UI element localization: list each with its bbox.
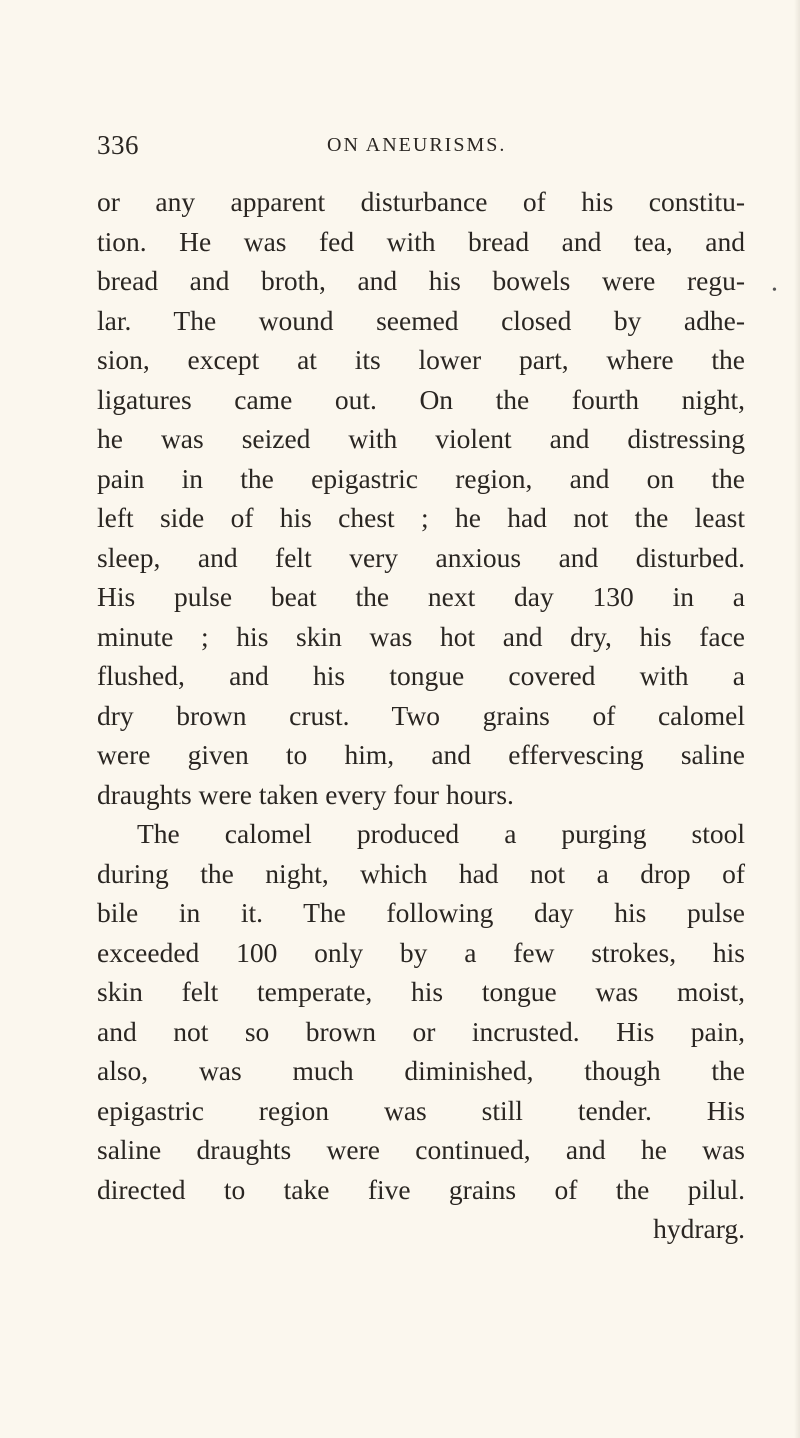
text-line: epigastric region was still tender. His: [97, 1094, 745, 1126]
text-line: during the night, which had not a drop of: [97, 857, 745, 889]
text-line: draughts were taken every four hours.: [97, 778, 514, 810]
text-line: His pulse beat the next day 130 in a: [97, 581, 745, 612]
text-line: exceeded 100 only by a few strokes, his: [97, 936, 745, 968]
catchword: hydrarg.: [653, 1213, 745, 1244]
text-line: and not so brown or incrusted. His pain,: [97, 1015, 745, 1047]
margin-mark: •: [772, 283, 777, 298]
text-line: sion, except at its lower part, where the: [97, 344, 745, 375]
text-line: he was seized with violent and distressing: [97, 423, 745, 454]
text-line-indented: The calomel produced a purging stool: [137, 818, 745, 849]
running-head: ON ANEURISMS.: [327, 134, 507, 156]
text-line: minute ; his skin was hot and dry, his face: [97, 620, 745, 652]
text-line: left side of his chest ; he had not the least: [97, 502, 745, 533]
text-line: lar. The wound seemed closed by adhe-: [97, 304, 745, 336]
text-line: sleep, and felt very anxious and disturbed.: [97, 541, 745, 573]
page-header: [97, 122, 697, 162]
text-line: also, was much diminished, though the: [97, 1055, 745, 1086]
text-line: tion. He was fed with bread and tea, and: [97, 225, 745, 257]
body-text: [97, 182, 747, 1249]
text-line: dry brown crust. Two grains of calomel: [97, 699, 745, 731]
page-edge-shadow: [794, 0, 800, 1438]
text-line: bread and broth, and his bowels were regu-: [97, 265, 745, 296]
text-line: skin felt temperate, his tongue was moist,: [97, 976, 745, 1007]
text-line: saline draughts were continued, and he was: [97, 1134, 745, 1165]
text-line: flushed, and his tongue covered with a: [97, 660, 745, 691]
text-line: or any apparent disturbance of his constitu-: [97, 186, 745, 217]
text-line: bile in it. The following day his pulse: [97, 897, 745, 928]
text-line: were given to him, and effervescing saline: [97, 739, 745, 770]
text-line: directed to take five grains of the pilul.: [97, 1173, 745, 1205]
text-line: pain in the epigastric region, and on the: [97, 462, 745, 494]
page-number: 336: [97, 130, 139, 160]
text-line: ligatures came out. On the fourth night,: [97, 383, 745, 415]
